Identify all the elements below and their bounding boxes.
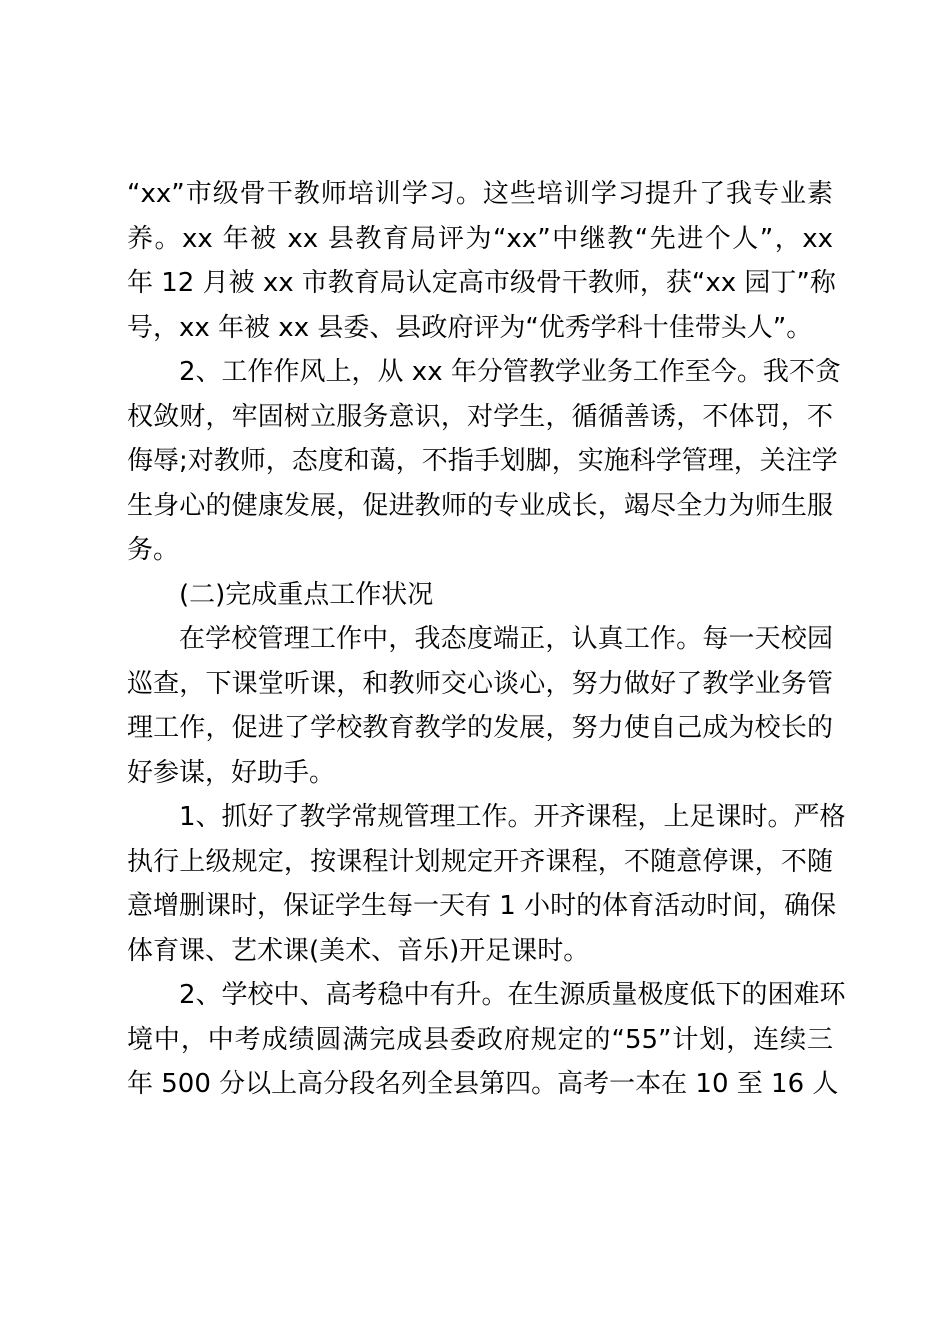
text-line: 在学校管理工作中，我态度端正，认真工作。每一天校园: [179, 624, 833, 654]
text-line: 养。xx 年被 xx 县教育局评为“xx”中继教“先进个人”，xx: [127, 223, 833, 254]
text-line: 2、学校中、高考稳中有升。在生源质量极度低下的困难环: [179, 980, 846, 1010]
text-line: 务。: [127, 535, 180, 565]
text-line: 理工作，促进了学校教育教学的发展，努力使自己成为校长的: [127, 713, 833, 743]
document-body: [127, 172, 846, 1107]
text-line: (二)完成重点工作状况: [179, 579, 434, 610]
text-line: 境中，中考成绩圆满完成县委政府规定的“55”计划，连续三: [127, 1024, 833, 1055]
text-line: 好参谋，好助手。: [127, 757, 336, 788]
text-line: 年 500 分以上高分段名列全县第四。高考一本在 10 至 16 人: [127, 1069, 839, 1099]
text-line: 1、抓好了教学常规管理工作。开齐课程，上足课时。严格: [179, 802, 846, 832]
text-line: 体育课、艺术课(美术、音乐)开足课时。: [127, 935, 590, 966]
text-line: 权敛财，牢固树立服务意识，对学生，循循善诱，不体罚，不: [127, 401, 833, 432]
text-line: 意增删课时，保证学生每一天有 1 小时的体育活动时间，确保: [127, 891, 837, 921]
text-line: 执行上级规定，按课程计划规定开齐课程，不随意停课，不随: [127, 846, 833, 877]
text-line: “xx”市级骨干教师培训学习。这些培训学习提升了我专业素: [127, 179, 833, 209]
text-line: 侮辱;对教师，态度和蔼，不指手划脚，实施科学管理，关注学: [127, 446, 838, 476]
text-line: 2、工作作风上，从 xx 年分管教学业务工作至今。我不贪: [179, 357, 841, 387]
text-line: 年 12 月被 xx 市教育局认定高市级骨干教师，获“xx 园丁”称: [127, 268, 836, 298]
text-line: 生身心的健康发展，促进教师的专业成长，竭尽全力为师生服: [127, 490, 833, 521]
text-line: 巡查，下课堂听课，和教师交心谈心，努力做好了教学业务管: [127, 668, 833, 699]
text-line: 号，xx 年被 xx 县委、县政府评为“优秀学科十佳带头人”。: [127, 312, 813, 343]
